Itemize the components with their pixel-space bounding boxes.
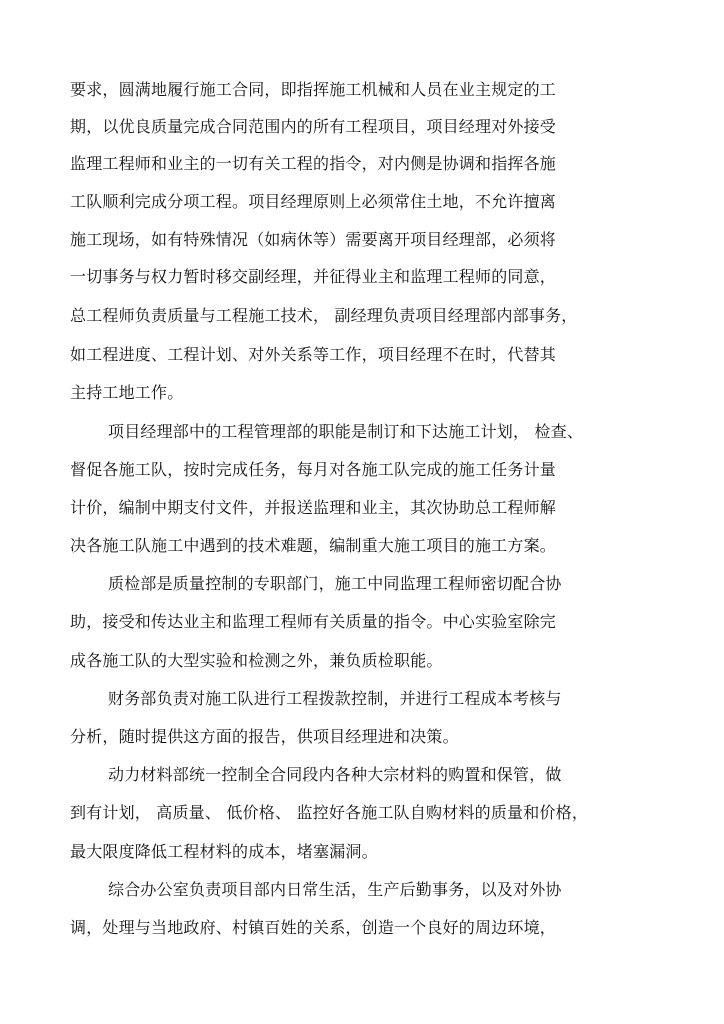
- text-line: 主持工地工作。: [70, 383, 184, 402]
- paragraph-start-line: 综合办公室负责项目部内日常生活，生产后勤事务，以及对外协: [108, 880, 562, 899]
- text-line: 期，以优良质量完成合同范围内的所有工程项目，项目经理对外接受: [70, 117, 557, 136]
- text-line: 施工现场，如有特殊情况（如病休等）需要离开项目经理部，必须将: [70, 230, 557, 249]
- text-line: 一切事务与权力暂时移交副经理，并征得业主和监理工程师的同意，: [70, 267, 557, 286]
- text-line: 工队顺利完成分项工程。项目经理原则上必须常住土地，不允许擅离: [70, 192, 557, 211]
- text-line: 监理工程师和业主的一切有关工程的指令，对内侧是协调和指挥各施: [70, 154, 557, 173]
- text-line: 分析，随时提供这方面的报告，供项目经理进和决策。: [70, 727, 459, 746]
- text-line: 计价，编制中期支付文件，并报送监理和业主，其次协助总工程师解: [70, 498, 557, 517]
- text-line: 成各施工队的大型实验和检测之外，兼负质检职能。: [70, 651, 443, 670]
- text-line: 决各施工队施工中遇到的技术难题，编制重大施工项目的施工方案。: [70, 536, 557, 555]
- text-line: 总工程师负责质量与工程施工技术， 副经理负责项目经理部内部事务，: [70, 306, 578, 325]
- text-line: 调，处理与当地政府、村镇百姓的关系，创造一个良好的周边环境，: [70, 918, 557, 937]
- text-line: 要求，圆满地履行施工合同，即指挥施工机械和人员在业主规定的工: [70, 80, 557, 99]
- paragraph-start-line: 财务部负责对施工队进行工程拨款控制，并进行工程成本考核与: [108, 689, 562, 708]
- paragraph-start-line: 项目经理部中的工程管理部的职能是制订和下达施工计划， 检查、: [108, 422, 584, 441]
- text-line: 最大限度降低工程材料的成本，堵塞漏洞。: [70, 842, 378, 861]
- paragraph-start-line: 动力材料部统一控制全合同段内各种大宗材料的购置和保管，做: [108, 765, 562, 784]
- text-line: 督促各施工队，按时完成任务，每月对各施工队完成的施工任务计量: [70, 460, 557, 479]
- text-line: 到有计划， 高质量、 低价格、 监控好各施工队自购材料的质量和价格，: [70, 803, 589, 822]
- paragraph-start-line: 质检部是质量控制的专职部门，施工中同监理工程师密切配合协: [108, 574, 562, 593]
- text-line: 如工程进度、工程计划、对外关系等工作，项目经理不在时，代替其: [70, 345, 557, 364]
- text-line: 助，接受和传达业主和监理工程师有关质量的指令。中心实验室除完: [70, 612, 557, 631]
